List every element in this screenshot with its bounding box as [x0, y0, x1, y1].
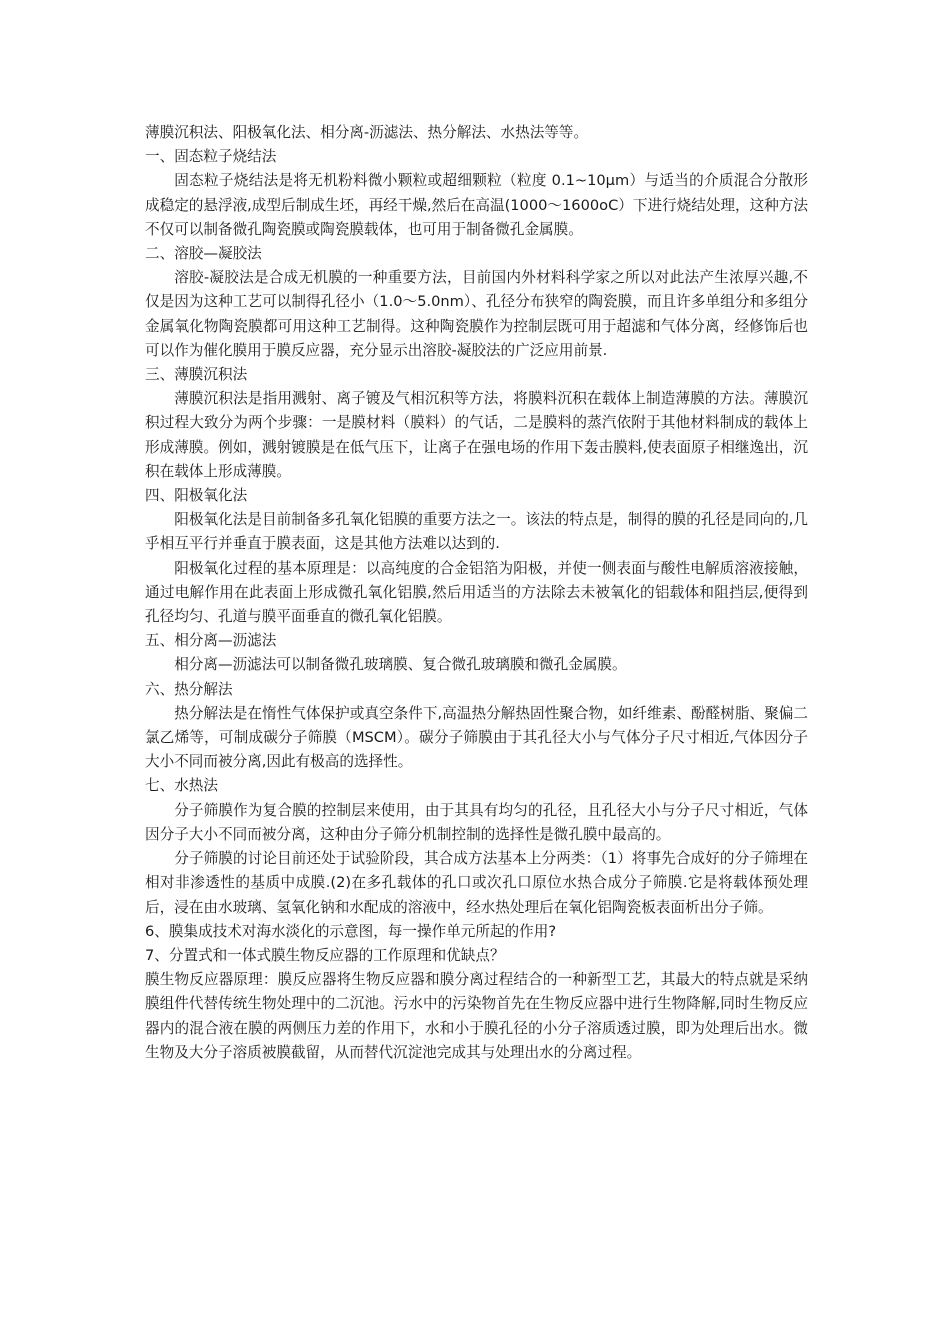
paragraph-section-7a: 分子筛膜作为复合膜的控制层来使用，由于其具有均匀的孔径，且孔径大小与分子尺寸相近，气体因分子大小不同而被分离，这种由分子筛分机制控制的选择性是微孔膜中最高的。 [145, 801, 808, 843]
paragraph-section-6: 热分解法是在惰性气体保护或真空条件下,高温热分解热固性聚合物，如纤维素、酚醛树脂、聚偏二氯乙烯等，可制成碳分子筛膜（MSCM）。碳分子筛膜由于其孔径大小与气体分子尺寸相近,气体因分子大小不同而被分离,因此有极高的选择性。 [145, 704, 808, 771]
paragraph-intro: 薄膜沉积法、阳极氧化法、相分离-沥滤法、热分解法、水热法等等。 [145, 124, 589, 141]
heading-section-4: 四、阳极氧化法 [145, 487, 248, 505]
paragraph-section-4b: 阳极氧化过程的基本原理是：以高纯度的合金铝箔为阳极，并使一侧表面与酸性电解质溶液接触，通过电解作用在此表面上形成微孔氧化铝膜,然后用适当的方法除去未被氧化的铝载体和阻挡层,便得到孔径均匀、孔道与膜平面垂直的微孔氧化铝膜。 [145, 559, 808, 626]
question-7: 7、分置式和一体式膜生物反应器的工作原理和优缺点？ [145, 946, 505, 964]
heading-section-1: 一、固态粒子烧结法 [145, 148, 277, 166]
paragraph-mbr-principle: 膜生物反应器原理：膜反应器将生物反应器和膜分离过程结合的一种新型工艺，其最大的特点就是采纳膜组件代替传统生物处理中的二沉池。污水中的污染物首先在生物反应器中进行生物降解,同时生物反应器内的混合液在膜的两侧压力差的作用下，水和小于膜孔径的小分子溶质透过膜，即为处理后出水。微生物及大分子溶质被膜截留，从而替代沉淀池完成其与处理出水的分离过程。 [145, 971, 808, 1061]
question-6: 6、膜集成技术对海水淡化的示意图，每一操作单元所起的作用? [145, 922, 557, 940]
heading-section-5: 五、相分离—沥滤法 [145, 632, 277, 650]
heading-section-7: 七、水热法 [145, 777, 218, 795]
paragraph-section-5: 相分离—沥滤法可以制备微孔玻璃膜、复合微孔玻璃膜和微孔金属膜。 [174, 656, 627, 674]
paragraph-section-4a: 阳极氧化法是目前制备多孔氧化铝膜的重要方法之一。该法的特点是，制得的膜的孔径是同向的,几乎相互平行并垂直于膜表面，这是其他方法难以达到的. [145, 511, 808, 553]
document-page [145, 121, 808, 1065]
paragraph-section-1: 固态粒子烧结法是将无机粉料微小颗粒或超细颗粒（粒度 0.1~10μm）与适当的介质混合分散形成稳定的悬浮液,成型后制成生坯，再经干燥,然后在高温(1000～1600oC）下进行烧结处理，这种方法不仅可以制备微孔陶瓷膜或陶瓷膜载体，也可用于制备微孔金属膜。 [145, 172, 808, 238]
heading-section-3: 三、薄膜沉积法 [145, 366, 248, 384]
paragraph-section-2: 溶胶-凝胶法是合成无机膜的一种重要方法，目前国内外材料科学家之所以对此法产生浓厚兴趣,不仅是因为这种工艺可以制得孔径小（1.0～5.0nm）、孔径分布狭窄的陶瓷膜，而且许多单组分和多组分金属氧化物陶瓷膜都可用这种工艺制得。这种陶瓷膜作为控制层既可用于超滤和气体分离，经修饰后也可以作为催化膜用于膜反应器，充分显示出溶胶-凝胶法的广泛应用前景. [145, 269, 808, 359]
heading-section-2: 二、溶胶—凝胶法 [145, 245, 262, 263]
paragraph-section-3: 薄膜沉积法是指用溅射、离子镀及气相沉积等方法，将膜料沉积在载体上制造薄膜的方法。薄膜沉积过程大致分为两个步骤：一是膜材料（膜料）的气话，二是膜料的蒸汽依附于其他材料制成的载体上形成薄膜。例如，溅射镀膜是在低气压下，让离子在强电场的作用下轰击膜料,使表面原子相继逸出，沉积在载体上形成薄膜。 [145, 390, 808, 480]
paragraph-section-7b: 分子筛膜的讨论目前还处于试验阶段，其合成方法基本上分两类：（1）将事先合成好的分子筛埋在相对非渗透性的基质中成膜.(2)在多孔载体的孔口或次孔口原位水热合成分子筛膜.它是将载体预处理后，浸在由水玻璃、氢氧化钠和水配成的溶液中，经水热处理后在氧化铝陶瓷板表面析出分子筛。 [145, 850, 808, 916]
heading-section-6: 六、热分解法 [145, 680, 233, 698]
